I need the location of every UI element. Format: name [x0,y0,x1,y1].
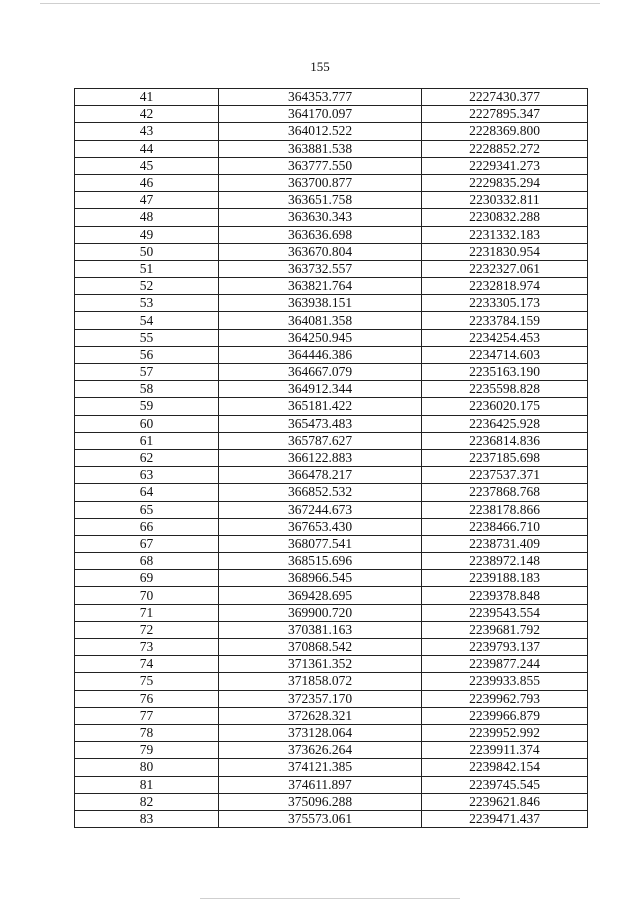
x-coordinate-cell: 363732.557 [219,260,422,277]
point-number-cell: 63 [75,467,219,484]
x-coordinate-cell: 372357.170 [219,690,422,707]
point-number-cell: 51 [75,260,219,277]
point-number-cell: 43 [75,123,219,140]
y-coordinate-cell: 2230332.811 [422,192,588,209]
y-coordinate-cell: 2233784.159 [422,312,588,329]
x-coordinate-cell: 364912.344 [219,381,422,398]
point-number-cell: 75 [75,673,219,690]
point-number-cell: 58 [75,381,219,398]
table-row [75,656,588,673]
x-coordinate-cell: 363636.698 [219,226,422,243]
y-coordinate-cell: 2236020.175 [422,398,588,415]
y-coordinate-cell: 2236425.928 [422,415,588,432]
table-row [75,639,588,656]
table-row [75,707,588,724]
point-number-cell: 41 [75,89,219,106]
x-coordinate-cell: 367653.430 [219,518,422,535]
point-number-cell: 48 [75,209,219,226]
point-number-cell: 74 [75,656,219,673]
point-number-cell: 69 [75,570,219,587]
point-number-cell: 65 [75,501,219,518]
table-row [75,432,588,449]
table-row [75,243,588,260]
x-coordinate-cell: 364081.358 [219,312,422,329]
x-coordinate-cell: 364012.522 [219,123,422,140]
y-coordinate-cell: 2227430.377 [422,89,588,106]
y-coordinate-cell: 2232818.974 [422,278,588,295]
y-coordinate-cell: 2228852.272 [422,140,588,157]
table-row [75,604,588,621]
y-coordinate-cell: 2238178.866 [422,501,588,518]
point-number-cell: 78 [75,724,219,741]
table-row [75,398,588,415]
x-coordinate-cell: 363700.877 [219,174,422,191]
point-number-cell: 49 [75,226,219,243]
x-coordinate-cell: 364250.945 [219,329,422,346]
x-coordinate-cell: 366852.532 [219,484,422,501]
table-row [75,381,588,398]
point-number-cell: 47 [75,192,219,209]
table-row [75,501,588,518]
y-coordinate-cell: 2239471.437 [422,810,588,827]
y-coordinate-cell: 2229835.294 [422,174,588,191]
x-coordinate-cell: 363881.538 [219,140,422,157]
x-coordinate-cell: 364353.777 [219,89,422,106]
point-number-cell: 80 [75,759,219,776]
point-number-cell: 45 [75,157,219,174]
x-coordinate-cell: 367244.673 [219,501,422,518]
x-coordinate-cell: 364446.386 [219,346,422,363]
table-row [75,346,588,363]
point-number-cell: 70 [75,587,219,604]
table-row [75,535,588,552]
page-number: 155 [310,59,330,74]
x-coordinate-cell: 365181.422 [219,398,422,415]
y-coordinate-cell: 2238731.409 [422,535,588,552]
y-coordinate-cell: 2235163.190 [422,364,588,381]
point-number-cell: 60 [75,415,219,432]
y-coordinate-cell: 2235598.828 [422,381,588,398]
y-coordinate-cell: 2239911.374 [422,742,588,759]
x-coordinate-cell: 364170.097 [219,106,422,123]
y-coordinate-cell: 2230832.288 [422,209,588,226]
point-number-cell: 55 [75,329,219,346]
table-row [75,89,588,106]
x-coordinate-cell: 371361.352 [219,656,422,673]
y-coordinate-cell: 2239966.879 [422,707,588,724]
y-coordinate-cell: 2238466.710 [422,518,588,535]
table-row [75,484,588,501]
table-row [75,140,588,157]
x-coordinate-cell: 369428.695 [219,587,422,604]
point-number-cell: 71 [75,604,219,621]
x-coordinate-cell: 365787.627 [219,432,422,449]
y-coordinate-cell: 2239952.992 [422,724,588,741]
x-coordinate-cell: 369900.720 [219,604,422,621]
table-row [75,518,588,535]
x-coordinate-cell: 363651.758 [219,192,422,209]
table-row [75,776,588,793]
x-coordinate-cell: 373128.064 [219,724,422,741]
table-row [75,621,588,638]
point-number-cell: 68 [75,553,219,570]
y-coordinate-cell: 2239621.846 [422,793,588,810]
point-number-cell: 54 [75,312,219,329]
y-coordinate-cell: 2231830.954 [422,243,588,260]
point-number-cell: 67 [75,535,219,552]
y-coordinate-cell: 2239681.792 [422,621,588,638]
x-coordinate-cell: 370381.163 [219,621,422,638]
point-number-cell: 77 [75,707,219,724]
table-row [75,793,588,810]
x-coordinate-cell: 363938.151 [219,295,422,312]
table-row [75,570,588,587]
point-number-cell: 50 [75,243,219,260]
scan-edge-top [40,3,600,4]
x-coordinate-cell: 373626.264 [219,742,422,759]
y-coordinate-cell: 2239877.244 [422,656,588,673]
scan-edge-bottom [200,898,460,899]
y-coordinate-cell: 2239962.793 [422,690,588,707]
y-coordinate-cell: 2234254.453 [422,329,588,346]
table-row [75,192,588,209]
y-coordinate-cell: 2231332.183 [422,226,588,243]
y-coordinate-cell: 2239188.183 [422,570,588,587]
point-number-cell: 56 [75,346,219,363]
x-coordinate-cell: 368515.696 [219,553,422,570]
y-coordinate-cell: 2239842.154 [422,759,588,776]
point-number-cell: 64 [75,484,219,501]
table-row [75,106,588,123]
point-number-cell: 44 [75,140,219,157]
point-number-cell: 46 [75,174,219,191]
table-row [75,690,588,707]
x-coordinate-cell: 374611.897 [219,776,422,793]
table-row [75,209,588,226]
x-coordinate-cell: 374121.385 [219,759,422,776]
point-number-cell: 81 [75,776,219,793]
point-number-cell: 82 [75,793,219,810]
table-row [75,312,588,329]
x-coordinate-cell: 372628.321 [219,707,422,724]
table-row [75,278,588,295]
y-coordinate-cell: 2232327.061 [422,260,588,277]
x-coordinate-cell: 366478.217 [219,467,422,484]
point-number-cell: 61 [75,432,219,449]
point-number-cell: 62 [75,449,219,466]
x-coordinate-cell: 363670.804 [219,243,422,260]
x-coordinate-cell: 375573.061 [219,810,422,827]
point-number-cell: 52 [75,278,219,295]
table-row [75,364,588,381]
point-number-cell: 53 [75,295,219,312]
point-number-cell: 79 [75,742,219,759]
point-number-cell: 66 [75,518,219,535]
x-coordinate-cell: 368966.545 [219,570,422,587]
coordinates-table [74,88,588,828]
table-row [75,449,588,466]
point-number-cell: 42 [75,106,219,123]
y-coordinate-cell: 2233305.173 [422,295,588,312]
table-row [75,673,588,690]
y-coordinate-cell: 2234714.603 [422,346,588,363]
y-coordinate-cell: 2237185.698 [422,449,588,466]
y-coordinate-cell: 2236814.836 [422,432,588,449]
table-row [75,329,588,346]
x-coordinate-cell: 368077.541 [219,535,422,552]
table-row [75,553,588,570]
table-row [75,742,588,759]
point-number-cell: 59 [75,398,219,415]
x-coordinate-cell: 365473.483 [219,415,422,432]
table-row [75,724,588,741]
y-coordinate-cell: 2238972.148 [422,553,588,570]
table-row [75,295,588,312]
y-coordinate-cell: 2237868.768 [422,484,588,501]
x-coordinate-cell: 363777.550 [219,157,422,174]
y-coordinate-cell: 2239378.848 [422,587,588,604]
table-row [75,157,588,174]
coordinates-table-body [75,89,588,828]
table-row [75,415,588,432]
y-coordinate-cell: 2229341.273 [422,157,588,174]
table-row [75,810,588,827]
point-number-cell: 72 [75,621,219,638]
y-coordinate-cell: 2237537.371 [422,467,588,484]
table-row [75,260,588,277]
table-row [75,587,588,604]
point-number-cell: 83 [75,810,219,827]
x-coordinate-cell: 366122.883 [219,449,422,466]
y-coordinate-cell: 2239933.855 [422,673,588,690]
table-row [75,123,588,140]
table-row [75,174,588,191]
x-coordinate-cell: 370868.542 [219,639,422,656]
table-row [75,226,588,243]
x-coordinate-cell: 375096.288 [219,793,422,810]
point-number-cell: 73 [75,639,219,656]
table-row [75,467,588,484]
table-row [75,759,588,776]
point-number-cell: 76 [75,690,219,707]
x-coordinate-cell: 364667.079 [219,364,422,381]
x-coordinate-cell: 371858.072 [219,673,422,690]
point-number-cell: 57 [75,364,219,381]
y-coordinate-cell: 2239543.554 [422,604,588,621]
x-coordinate-cell: 363821.764 [219,278,422,295]
y-coordinate-cell: 2239745.545 [422,776,588,793]
y-coordinate-cell: 2239793.137 [422,639,588,656]
y-coordinate-cell: 2228369.800 [422,123,588,140]
y-coordinate-cell: 2227895.347 [422,106,588,123]
x-coordinate-cell: 363630.343 [219,209,422,226]
